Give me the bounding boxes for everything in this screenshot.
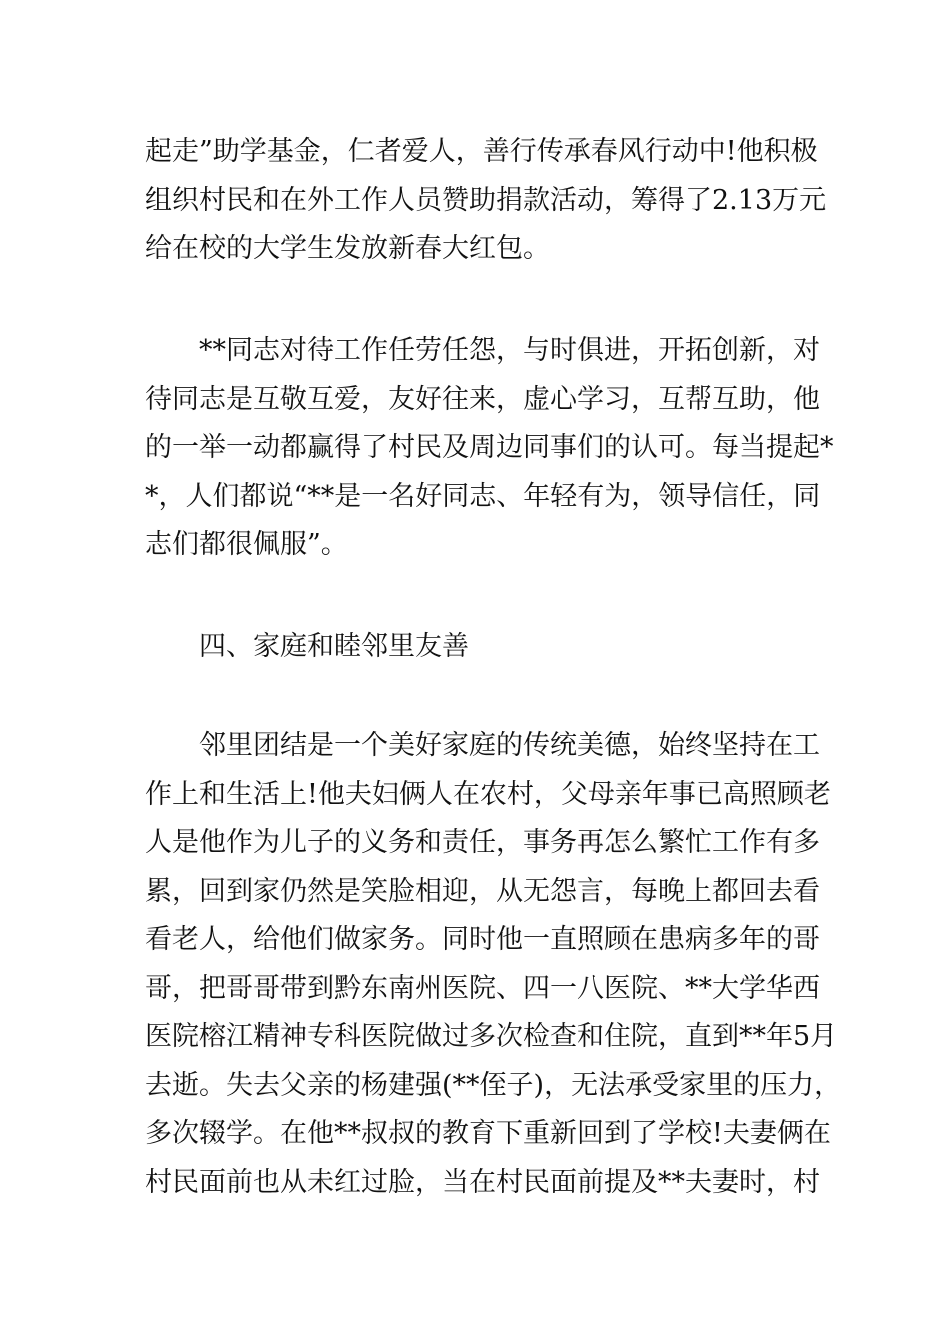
text-line: 志们都很佩服”。 [145,529,348,560]
text-line: 给在校的大学生发放新春大红包。 [145,233,550,264]
text-line: 人是他作为儿子的义务和责任，事务再怎么繁忙工作有多 [145,827,820,858]
paragraph-family-harmony [145,722,842,1207]
paragraph-work-attitude [145,327,834,570]
text-line: 去逝。失去父亲的杨建强(**侄子)，无法承受家里的压力， [145,1069,842,1101]
section-heading: 四、家庭和睦邻里友善 [199,631,469,662]
text-line: 多次辍学。在他**叔叔的教育下重新回到了学校!夫妻俩在 [145,1118,831,1149]
text-line: 邻里团结是一个美好家庭的传统美德，始终坚持在工 [199,730,820,761]
text-line: **同志对待工作任劳任怨，与时俱进，开拓创新，对 [199,335,820,366]
text-line: 村民面前也从未红过脸，当在村民面前提及**夫妻时，村 [145,1166,820,1198]
text-line: 看老人，给他们做家务。同时他一直照顾在患病多年的哥 [145,924,820,955]
text-line: 的一举一动都赢得了村民及周边同事们的认可。每当提起* [145,432,834,463]
text-line: 累，回到家仍然是笑脸相迎，从无怨言，每晚上都回去看 [145,875,820,907]
text-line: 待同志是互敬互爱，友好往来，虚心学习，互帮互助，他 [145,383,820,415]
text-line: 组织村民和在外工作人员赞助捐款活动，筹得了2.13万元 [145,184,827,216]
text-line: 起走”助学基金，仁者爱人，善行传承春风行动中!他积极 [145,136,818,167]
text-line: 医院榕江精神专科医院做过多次检查和住院，直到**年5月 [145,1021,838,1052]
text-line: *，人们都说“**是一名好同志、年轻有为，领导信任，同 [145,480,821,512]
text-line: 哥，把哥哥带到黔东南州医院、四一八医院、**大学华西 [145,972,820,1004]
paragraph-fundraising [145,128,827,274]
text-line: 作上和生活上!他夫妇俩人在农村，父母亲年事已高照顾老 [145,778,831,810]
